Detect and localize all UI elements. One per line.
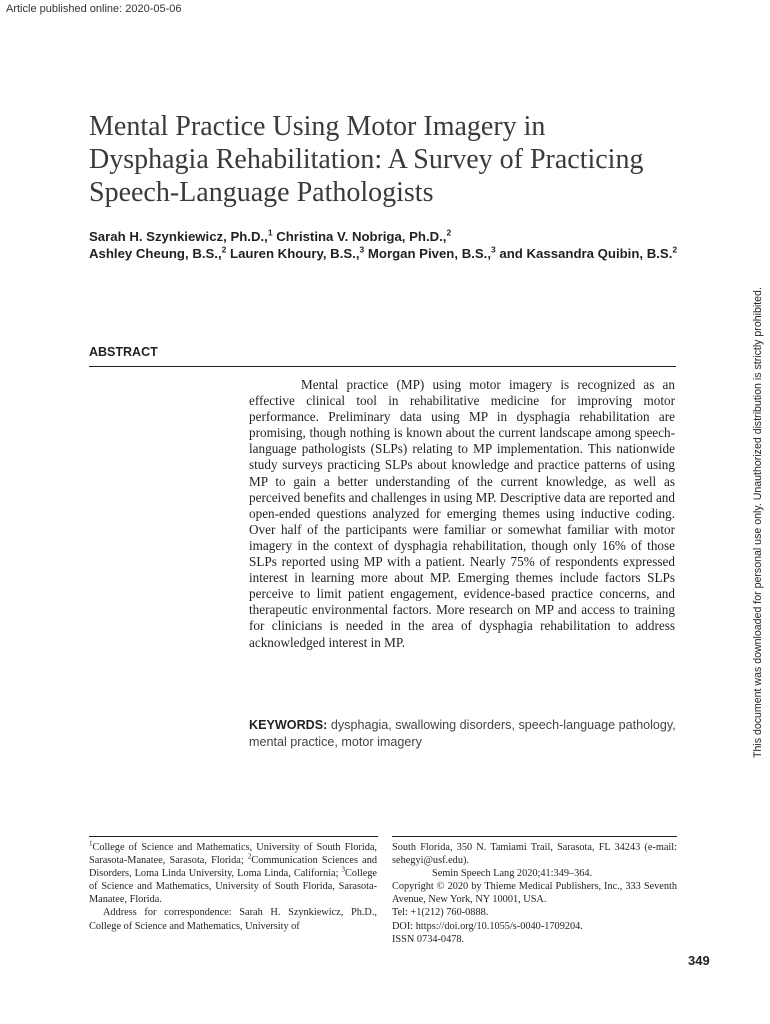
keywords	[249, 717, 679, 751]
author-name: Ashley Cheung, B.S.,	[89, 246, 222, 261]
correspondence-address: Address for correspondence: Sarah H. Szynkiewicz, Ph.D., College of Science and Mathematics, University of	[89, 907, 377, 932]
keywords-list: dysphagia, swallowing disorders, speech-language pathology, mental practice, motor imagery	[249, 718, 676, 749]
author-affiliation-marker: 2	[672, 244, 678, 255]
author-affiliation-marker: 2	[446, 227, 452, 238]
affiliation-marker: 3	[341, 865, 345, 874]
affiliation-marker: 1	[89, 839, 93, 848]
author-affiliation-marker: 3	[359, 244, 365, 255]
footnote-right-column	[392, 841, 677, 946]
footnote-divider	[392, 836, 677, 837]
author-affiliation-marker: 1	[267, 227, 273, 238]
footnote-left-column	[89, 841, 377, 933]
abstract-text: Mental practice (MP) using motor imagery is recognized as an effective clinical tool in rehabilitative medicine for improving motor performance. Preliminary data using MP in dysphagia rehabilitation are promising, though nothing is known about the current landscape among speech-language pathologists (SLPs) relating to MP implementation. This nationwide study surveys practicing SLPs about knowledge and practice patterns of using MP to gain a better understanding of the current knowledge, as well as perceived benefits and challenges in using MP. Descriptive data are reported and open-ended questions analyzed for emerging themes using inductive coding. Over half of the participants were familiar or somewhat familiar with motor imagery in the context of dysphagia rehabilitation, though only 16% of those SLPs reported using MP with a patient. Nearly 75% of respondents expressed interest in learning more about MP. Emerging themes include factors SLPs perceive to limit patient engagement, evidence-based practice concerns, and therapeutic environmental factors. More research on MP and access to training for clinicians is needed in the area of dysphagia rehabilitation to address acknowledged interest in MP.	[249, 377, 675, 650]
author-name: Sarah H. Szynkiewicz, Ph.D.,	[89, 229, 268, 244]
footnote-divider	[89, 836, 378, 837]
author-name: Christina V. Nobriga, Ph.D.,	[272, 229, 447, 244]
issn: ISSN 0734-0478.	[392, 933, 465, 945]
author-name: Morgan Piven, B.S.,	[364, 246, 492, 261]
author-affiliation-marker: 2	[221, 244, 227, 255]
article-title: Mental Practice Using Motor Imagery in Dysphagia Rehabilitation: A Survey of Practicing Speech-Language Pathologists	[89, 111, 644, 208]
affiliations	[89, 841, 377, 906]
abstract-divider	[89, 366, 676, 367]
keywords-label: KEYWORDS:	[249, 718, 328, 732]
copyright-notice: Copyright © 2020 by Thieme Medical Publishers, Inc., 333 Seventh Avenue, New York, NY 10001, USA.	[392, 881, 677, 906]
affiliation-text: College of Science and Mathematics, University of South Florida, Sarasota-Manatee, Sarasota, Florida;	[89, 842, 377, 867]
page-number: 349	[688, 953, 710, 968]
publication-date-note: Article published online: 2020-05-06	[6, 3, 182, 15]
affiliation-text: Communication Sciences and Disorders, Loma Linda University, Loma Linda, California;	[89, 855, 377, 880]
abstract-heading: ABSTRACT	[89, 345, 158, 359]
doi-link[interactable]: DOI: https://doi.org/10.1055/s-0040-1709204.	[392, 920, 583, 932]
affiliation-marker: 2	[247, 852, 252, 861]
journal-citation: Semin Speech Lang 2020;41:349–364.	[432, 868, 593, 880]
author-list	[89, 228, 689, 262]
author-name: Lauren Khoury, B.S.,	[226, 246, 360, 261]
correspondence-address-continued: South Florida, 350 N. Tamiami Trail, Sarasota, FL 34243 (e-mail: sehegyi@usf.edu).	[392, 842, 677, 867]
download-notice: This document was downloaded for personal use only. Unauthorized distribution is strictly prohibited.	[752, 287, 764, 758]
affiliation-text: College of Science and Mathematics, University of South Florida, Sarasota-Manatee, Florida.	[89, 868, 377, 906]
author-affiliation-marker: 3	[491, 244, 496, 255]
author-name: and Kassandra Quibin, B.S.	[495, 246, 673, 261]
publisher-telephone: Tel: +1(212) 760-0888.	[392, 907, 489, 919]
